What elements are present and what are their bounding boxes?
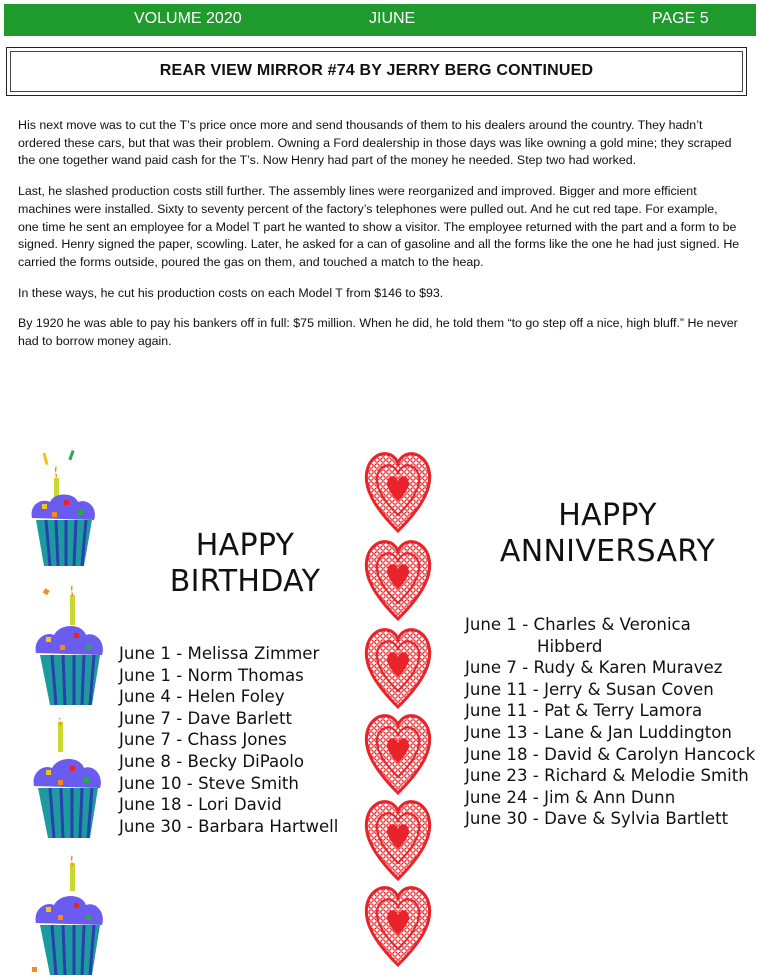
birthday-entry: June 30 - Barbara Hartwell xyxy=(119,816,339,836)
article-paragraph: By 1920 he was able to pay his bankers off in full: $75 million. When he did, he told them “to go step off a nice, high bluff.” He never had to borrow money again. xyxy=(18,316,738,349)
birthday-entry: June 4 - Helen Foley xyxy=(119,687,285,707)
birthday-entry: June 1 - Norm Thomas xyxy=(119,665,304,685)
lace-heart-icon xyxy=(366,716,429,793)
anniversary-heading-line2: ANNIVERSARY xyxy=(499,534,716,569)
anniversary-entry: June 24 - Jim & Ann Dunn xyxy=(465,787,676,807)
birthday-entry: June 18 - Lori David xyxy=(119,795,282,815)
cupcake-icon xyxy=(28,718,108,848)
lace-heart-icon xyxy=(366,454,429,531)
article-paragraph: Last, he slashed production costs still further. The assembly lines were reorganized and improved. Bigger and more efficient machines were installed. Sixty to seventy percent of the factory’s telephones were pulled out. And he cut red tape. For example, one time he sent an employee for a Model T part he wanted to show a visitor. The employee returned with the part and a form to be signed. Henry signed the paper, scowling. Later, he asked for a can of gasoline and all the forms like the one he had just signed. He carried the forms outside, poured the gas on them, and touched a match to the heap. xyxy=(18,184,740,269)
lace-heart-icon xyxy=(366,888,429,965)
birthday-entry: June 7 - Chass Jones xyxy=(119,730,287,750)
cupcake-icon xyxy=(30,585,110,715)
birthday-heading-line2: BIRTHDAY xyxy=(169,564,321,599)
anniversary-entry: Hibberd xyxy=(537,636,603,656)
anniversary-heading xyxy=(480,498,735,570)
birthday-entry: June 1 - Melissa Zimmer xyxy=(119,644,320,663)
lace-heart-icon xyxy=(366,630,429,707)
cupcake-icon xyxy=(24,448,104,578)
anniversary-entry: June 7 - Rudy & Karen Muravez xyxy=(465,658,723,678)
article-paragraph: In these ways, he cut his production costs on each Model T from $146 to $93. xyxy=(18,285,444,300)
lace-heart-icon xyxy=(366,802,429,879)
article-title-box xyxy=(6,47,747,96)
lace-heart-icon xyxy=(366,542,429,619)
anniversary-entry: June 11 - Jerry & Susan Coven xyxy=(465,679,714,699)
anniversary-entry: June 1 - Charles & Veronica xyxy=(465,615,691,634)
cupcake-icon xyxy=(30,855,110,978)
birthday-entry: June 10 - Steve Smith xyxy=(119,773,299,793)
birthday-list xyxy=(119,643,338,837)
page-number: PAGE 5 xyxy=(652,10,709,27)
birthday-heading-line1: HAPPY xyxy=(195,528,295,563)
anniversary-entry: June 11 - Pat & Terry Lamora xyxy=(465,701,703,721)
header-bar xyxy=(4,4,756,36)
anniversary-heading-line1: HAPPY xyxy=(558,498,657,533)
article-title: REAR VIEW MIRROR #74 BY JERRY BERG CONTINUED xyxy=(159,62,594,79)
lace-hearts-column xyxy=(362,445,434,970)
anniversary-entry: June 13 - Lane & Jan Luddington xyxy=(465,722,732,742)
anniversary-entry: June 30 - Dave & Sylvia Bartlett xyxy=(465,809,729,829)
anniversary-entry: June 18 - David & Carolyn Hancock xyxy=(465,744,756,764)
article-paragraph: His next move was to cut the T’s price once more and send thousands of them to his dealers around the country. They hadn’t ordered these cars, but that was their problem. Owning a Ford dealership in those days was like owning a gold mine; they scraped the one together wand paid cash for the T’s. Now Henry had part of the money he needed. Step two had worked. xyxy=(18,118,732,168)
birthday-heading xyxy=(140,528,350,600)
birthday-entry: June 8 - Becky DiPaolo xyxy=(119,751,305,771)
article-body xyxy=(18,117,740,364)
anniversary-entry: June 23 - Richard & Melodie Smith xyxy=(465,766,749,786)
birthday-entry: June 7 - Dave Barlett xyxy=(119,708,292,728)
volume-label: VOLUME 2020 xyxy=(134,10,242,27)
month-label: JIUNE xyxy=(369,10,416,27)
anniversary-list xyxy=(465,614,755,830)
